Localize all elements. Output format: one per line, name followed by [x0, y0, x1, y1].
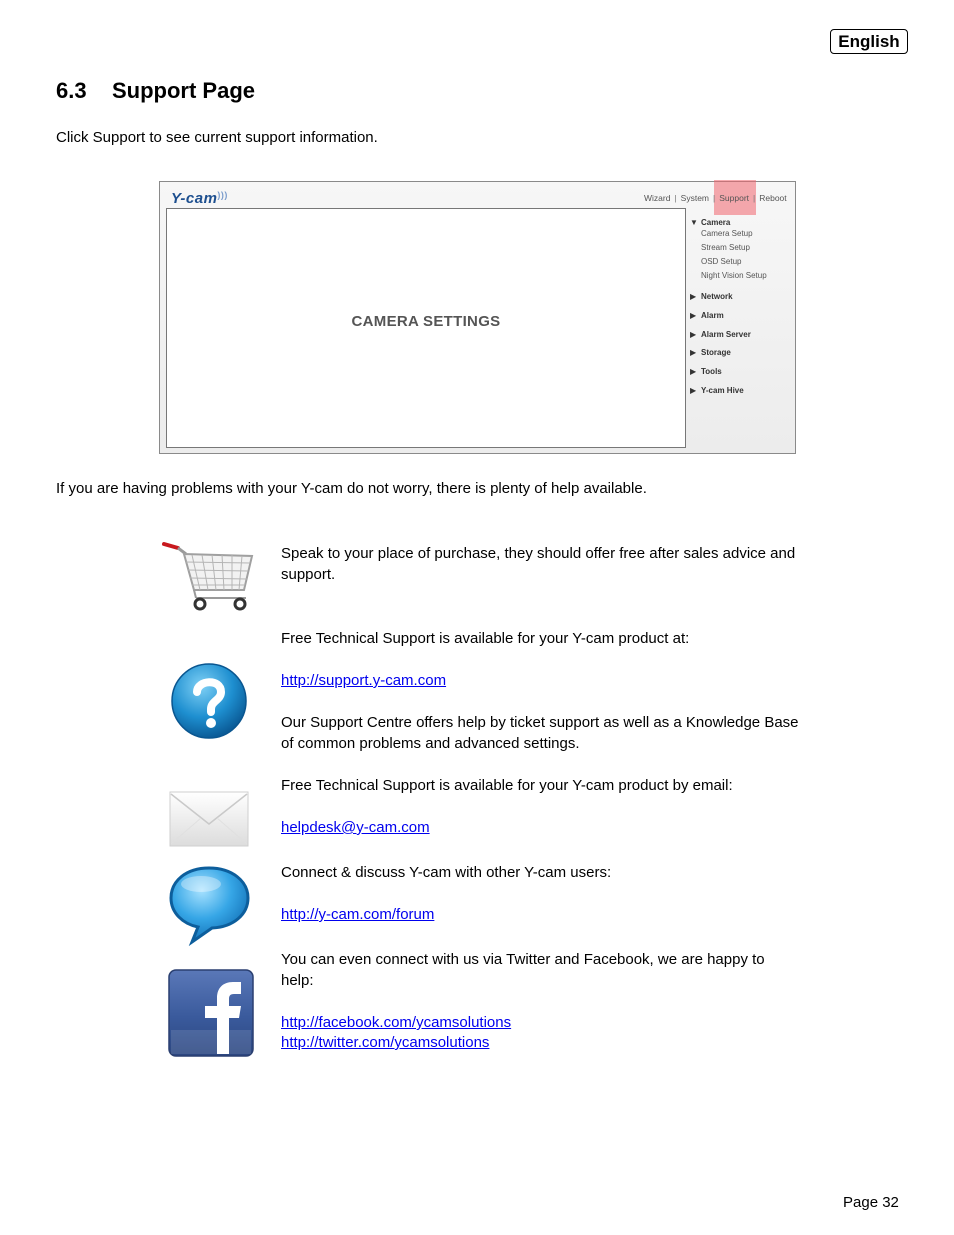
- facebook-link[interactable]: http://facebook.com/ycamsolutions: [281, 1014, 512, 1031]
- email-support-intro: Free Technical Support is available for your Y-cam product by email:: [281, 777, 733, 794]
- tech-support-intro: Free Technical Support is available for your Y-cam product at:: [281, 630, 690, 647]
- speech-bubble-icon: [168, 864, 252, 946]
- envelope-icon: [169, 790, 251, 848]
- forum-intro: Connect & discuss Y-cam with other Y-cam users:: [281, 864, 612, 881]
- menu-item-stream-setup[interactable]: Stream Setup: [701, 243, 750, 252]
- caret-right-icon: ▶: [690, 292, 697, 301]
- menu-section-alarm-server[interactable]: ▶ Alarm Server: [690, 329, 751, 339]
- menu-section-tools[interactable]: ▶ Tools: [690, 367, 722, 377]
- menu-section-camera[interactable]: ▼ Camera: [690, 218, 731, 227]
- main-pane-title: CAMERA SETTINGS: [351, 313, 501, 330]
- forum-link[interactable]: http://y-cam.com/forum: [281, 906, 435, 923]
- menu-section-network[interactable]: ▶ Network: [690, 292, 733, 301]
- menu-item-night-vision-setup[interactable]: Night Vision Setup: [701, 271, 767, 280]
- menu-section-ycam-hive[interactable]: ▶ Y-cam Hive: [690, 385, 744, 395]
- nav-support[interactable]: Support: [719, 193, 750, 203]
- nav-wizard[interactable]: Wizard: [644, 193, 671, 203]
- camera-ui-screenshot: [159, 181, 796, 454]
- social-intro: You can even connect with us via Twitter and Facebook, we are happy to help:: [281, 951, 765, 989]
- facebook-icon: [167, 968, 255, 1058]
- language-badge: English: [830, 29, 908, 54]
- menu-section-storage[interactable]: ▶ Storage: [690, 348, 731, 358]
- caret-right-icon: ▶: [690, 329, 697, 339]
- nav-reboot[interactable]: Reboot: [759, 193, 787, 203]
- menu-item-camera-setup[interactable]: Camera Setup: [701, 229, 753, 238]
- section-number: 6.3: [56, 78, 87, 103]
- page-number: Page 32: [843, 1194, 899, 1211]
- help-question-icon: [170, 662, 250, 742]
- caret-down-icon: ▼: [690, 218, 698, 227]
- menu-item-osd-setup[interactable]: OSD Setup: [701, 257, 742, 266]
- section-title: Support Page: [112, 78, 256, 103]
- ycam-logo: Y-cam))): [171, 190, 228, 207]
- shopping-cart-icon: [160, 540, 255, 612]
- caret-right-icon: ▶: [690, 385, 697, 395]
- menu-section-alarm[interactable]: ▶ Alarm: [690, 310, 724, 320]
- caret-right-icon: ▶: [690, 348, 697, 358]
- purchase-text: Speak to your place of purchase, they should offer free after sales advice and support.: [281, 545, 796, 583]
- section-heading: [56, 78, 255, 104]
- side-menu: [690, 217, 767, 404]
- main-pane: [166, 208, 686, 448]
- top-nav: Wizard | System | Support | Reboot: [644, 193, 787, 203]
- nav-system[interactable]: System: [680, 193, 710, 203]
- support-centre-text: Our Support Centre offers help by ticket support as well as a Knowledge Base of common problems and advanced settings.: [281, 714, 799, 752]
- support-url-link[interactable]: http://support.y-cam.com: [281, 672, 447, 689]
- caret-right-icon: ▶: [690, 310, 697, 320]
- twitter-link[interactable]: http://twitter.com/ycamsolutions: [281, 1034, 490, 1051]
- problems-text: If you are having problems with your Y-cam do not worry, there is plenty of help available.: [56, 480, 647, 497]
- caret-right-icon: ▶: [690, 367, 697, 377]
- email-link[interactable]: helpdesk@y-cam.com: [281, 819, 430, 836]
- intro-text: Click Support to see current support information.: [56, 129, 378, 146]
- wifi-icon: ))): [217, 190, 228, 200]
